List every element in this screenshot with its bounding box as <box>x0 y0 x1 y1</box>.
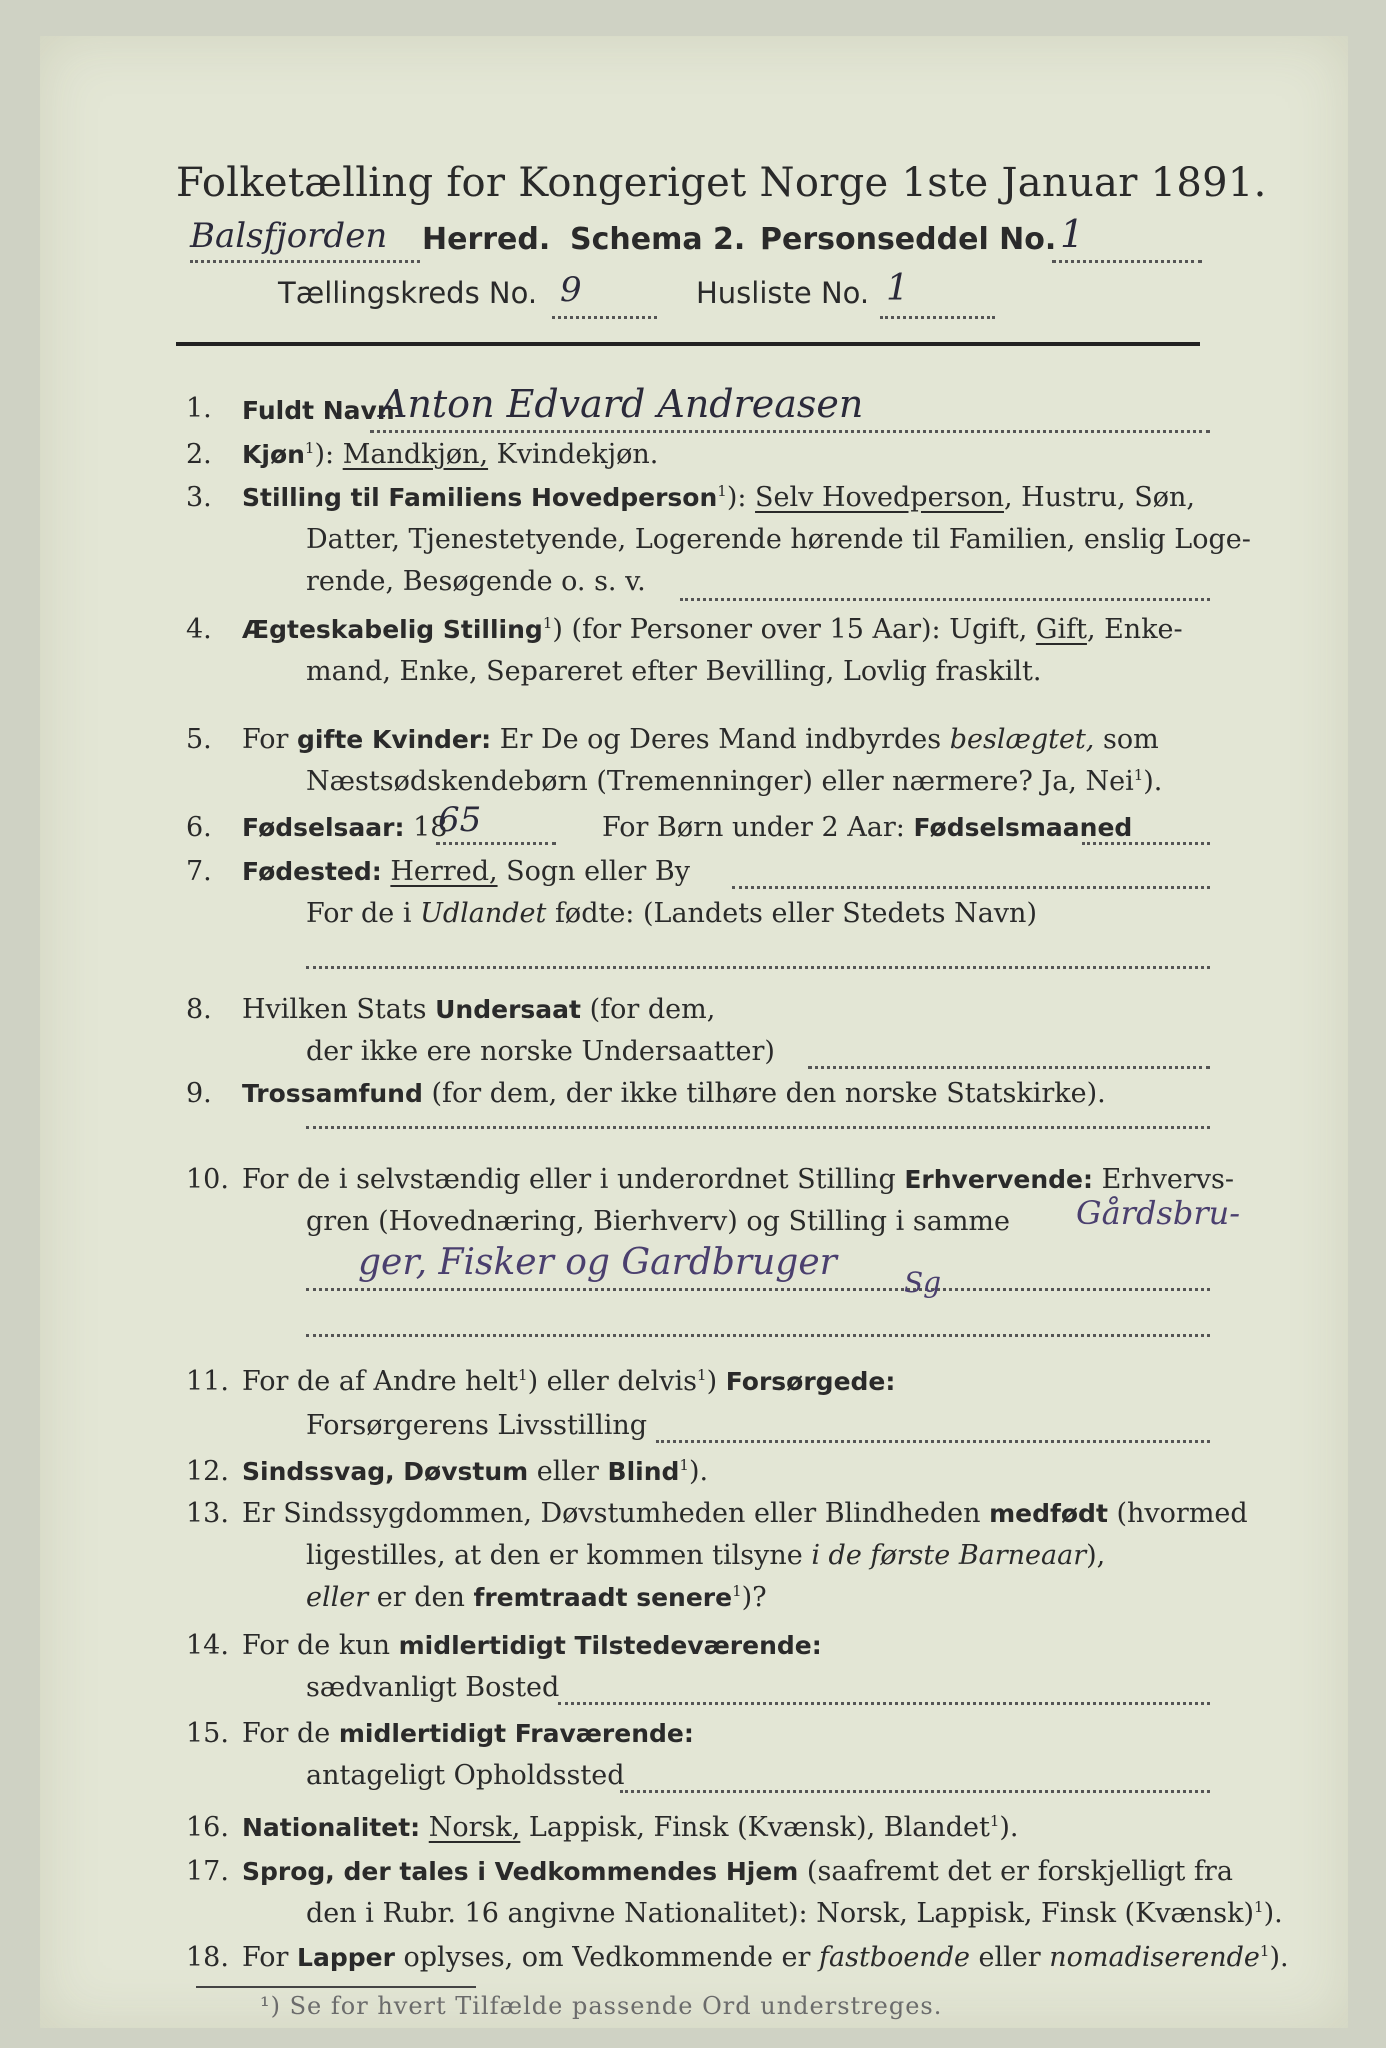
item-16-label: Nationalitet: <box>242 1813 421 1842</box>
item-17-label: Sprog, der tales i Vedkommendes Hjem <box>242 1857 799 1886</box>
item-11-sup-a: 1 <box>518 1366 528 1384</box>
item-14-line2: sædvanligt Bosted <box>306 1672 560 1703</box>
item-10-text-a: For de i selvstændig eller i underordnet Stilling <box>242 1164 905 1195</box>
item-4-line2: mand, Enke, Separeret efter Bevilling, Lovlig fraskilt. <box>306 656 1042 687</box>
item-9-num: 9. <box>186 1078 212 1109</box>
item-13-line2 <box>306 1540 1105 1571</box>
item-3-line2: Datter, Tjenestetyende, Logerende hørende til Familien, enslig Loge- <box>306 524 1251 555</box>
item-14-text-a: For de kun <box>242 1630 399 1661</box>
kreds-label: Tællingskreds No. <box>278 276 538 310</box>
item-4-line1 <box>242 614 1183 645</box>
item-18-close: ). <box>1269 1942 1289 1973</box>
item-18-text-c: eller <box>969 1942 1050 1973</box>
item-15-line1 <box>242 1718 694 1749</box>
item-16-sup: 1 <box>989 1812 1000 1830</box>
kreds-value: 9 <box>560 270 582 310</box>
item-13-line3i: eller <box>306 1582 369 1613</box>
census-form <box>40 36 1348 2028</box>
item-7-num: 7. <box>186 856 212 887</box>
item-17-line1 <box>242 1856 1233 1887</box>
item-13-text-b: (hvormed <box>1107 1498 1248 1529</box>
item-13-sup: 1 <box>732 1582 742 1600</box>
item-6-label2: Fødselsmaaned <box>913 813 1133 842</box>
item-2-text-b: Kvindekjøn. <box>488 439 659 470</box>
item-9-line1 <box>242 1078 1106 1109</box>
kreds-dots <box>552 316 657 319</box>
item-5-sup: 1 <box>1133 766 1144 784</box>
herred-value: Balsfjorden <box>190 216 388 256</box>
item-10-value3: Sg <box>904 1266 942 1299</box>
item-1-dots <box>370 430 1210 433</box>
item-11-line2: Forsørgerens Livsstilling <box>306 1410 648 1441</box>
item-9-text-b: (for dem, der ikke tilhøre den norske Statskirke). <box>422 1078 1106 1109</box>
item-7-dots-2 <box>306 966 1210 969</box>
item-5-line1 <box>242 724 1159 755</box>
item-11-dots <box>656 1440 1210 1443</box>
item-6-text-a: 18 <box>404 812 448 843</box>
item-15-num: 15. <box>186 1718 229 1749</box>
item-10-line2: gren (Hovednæring, Bierhverv) og Stilling i samme <box>306 1206 1011 1237</box>
item-11-line1: For de af Andre helt$^1$) eller delvis$^1$) Forsørgede: <box>242 1366 896 1397</box>
item-5-close: ). <box>1143 766 1163 797</box>
item-15-line2: antageligt Opholdssted <box>306 1760 625 1791</box>
item-3-line1 <box>242 482 1195 513</box>
item-4-text-a: ) (for Personer over 15 Aar): Ugift, <box>552 614 1036 645</box>
item-4-num: 4. <box>186 614 212 645</box>
item-18-num: 18. <box>186 1942 229 1973</box>
item-13-label2: fremtraadt senere <box>473 1583 733 1612</box>
item-13-line3 <box>306 1582 767 1613</box>
herred-dots <box>190 260 420 263</box>
item-10-num: 10. <box>186 1164 229 1195</box>
footnote: ¹) Se for hvert Tilfælde passende Ord understreges. <box>260 1992 943 2020</box>
item-18-line1 <box>242 1942 1289 1973</box>
item-9-label: Trossamfund <box>242 1079 423 1108</box>
item-11-num: 11. <box>186 1366 229 1397</box>
personseddel-value: 1 <box>1060 212 1085 256</box>
item-13-line1 <box>242 1498 1248 1529</box>
item-16-num: 16. <box>186 1812 229 1843</box>
item-11-text-b: ) eller delvis <box>527 1366 698 1397</box>
item-2-sup: 1 <box>304 439 315 457</box>
item-12-sup: 1 <box>679 1456 689 1474</box>
item-6-value: 65 <box>438 800 482 840</box>
item-10-dots-2 <box>306 1334 1210 1337</box>
item-17-sup: 1 <box>1254 1898 1264 1916</box>
herred-label: Herred. <box>422 222 551 257</box>
item-10-value1: Gårdsbru- <box>1076 1194 1241 1232</box>
item-17-text-b: (saafremt det er forskjelligt fra <box>798 1856 1233 1887</box>
item-6-line-b <box>602 812 1132 843</box>
item-9-dots <box>306 1126 1210 1129</box>
item-13-line2i: i de første Barneaar <box>811 1540 1087 1571</box>
personseddel-label: Personseddel No. <box>760 222 1057 257</box>
item-3-num: 3. <box>186 482 212 513</box>
item-2-selected: Mandkjøn, <box>342 439 489 470</box>
item-8-line1 <box>242 994 715 1025</box>
item-5-num: 5. <box>186 724 212 755</box>
item-3-text-b: , Hustru, Søn, <box>1003 482 1195 513</box>
item-8-line2: der ikke ere norske Undersaatter) <box>306 1036 775 1067</box>
item-4-sup: 1 <box>542 614 553 632</box>
item-11-label: Forsørgede: <box>725 1367 896 1396</box>
item-12-line1 <box>242 1456 708 1487</box>
item-11-text-a: For de af Andre helt <box>242 1366 519 1397</box>
item-8-text-b: (for dem, <box>580 994 716 1025</box>
item-13-line3a: er den <box>368 1582 474 1613</box>
form-title: Folketælling for Kongeriget Norge 1ste Januar 1891. <box>176 160 1267 206</box>
item-7-label: Fødested: <box>242 857 382 886</box>
item-5-line2-text: Næstsødskendebørn (Tremenninger) eller nærmere? Ja, Nei <box>306 766 1134 797</box>
item-3-label: Stilling til Familiens Hovedperson <box>242 483 718 512</box>
item-17-close: ). <box>1263 1898 1283 1929</box>
item-16-text-b: Lappisk, Finsk (Kvænsk), Blandet <box>520 1812 990 1843</box>
item-8-text-a: Hvilken Stats <box>242 994 436 1025</box>
item-10-dots <box>306 1288 1210 1291</box>
item-7-line1 <box>242 856 690 887</box>
item-14-dots <box>558 1702 1210 1705</box>
item-13-label: medfødt <box>989 1499 1108 1528</box>
item-8-label: Undersaat <box>435 995 581 1024</box>
item-17-line2 <box>306 1898 1283 1929</box>
item-1-value: Anton Edvard Andreasen <box>380 382 864 426</box>
item-7-selected: Herred, <box>390 856 498 887</box>
item-10-value2: ger, Fisker og Gardbruger <box>358 1242 837 1283</box>
item-12-text-b: eller <box>528 1456 608 1487</box>
item-3-line3: rende, Besøgende o. s. v. <box>306 566 646 597</box>
item-18-sup: 1 <box>1259 1942 1270 1960</box>
item-1-num: 1. <box>186 393 212 424</box>
item-4-label: Ægteskabelig Stilling <box>242 615 543 644</box>
header-rule <box>176 342 1200 346</box>
item-2-label: Kjøn <box>242 440 305 469</box>
husliste-dots <box>880 316 995 319</box>
item-18-text-a: For <box>242 1942 298 1973</box>
item-18-italic1: fastboende <box>819 1942 970 1973</box>
item-6-dots-2 <box>1082 842 1210 845</box>
item-18-label: Lapper <box>297 1943 395 1972</box>
item-2-line <box>242 439 658 470</box>
item-7-text-b: Sogn eller By <box>497 856 690 887</box>
item-14-num: 14. <box>186 1630 229 1661</box>
item-13-line2b: ), <box>1086 1540 1106 1571</box>
item-14-label: midlertidigt Tilstedeværende: <box>398 1631 822 1660</box>
item-3-selected: Selv Hovedperson <box>755 482 1004 513</box>
item-15-dots <box>620 1790 1210 1793</box>
item-17-line2-text: den i Rubr. 16 angivne Nationalitet): Norsk, Lappisk, Finsk (Kvænsk) <box>306 1898 1255 1929</box>
item-16-line1 <box>242 1812 1018 1843</box>
item-2-text-a: ): <box>314 439 343 470</box>
item-6-line <box>242 812 447 843</box>
item-6-num: 6. <box>186 812 212 843</box>
item-13-line2a: ligestilles, at den er kommen tilsyne <box>306 1540 812 1571</box>
item-5-text-b: Er De og Deres Mand indbyrdes <box>491 724 950 755</box>
item-7-dots <box>732 886 1210 889</box>
item-4-selected: Gift <box>1035 614 1087 645</box>
husliste-value: 1 <box>886 268 909 309</box>
item-11-sup-b: 1 <box>697 1366 707 1384</box>
item-14-line1 <box>242 1630 822 1661</box>
item-2-num: 2. <box>186 439 212 470</box>
item-3-dots <box>680 598 1210 601</box>
item-5-label: gifte Kvinder: <box>297 725 492 754</box>
item-3-sup: 1 <box>717 482 727 500</box>
item-10-text-b: Erhvervs- <box>1093 1164 1234 1195</box>
personseddel-dots <box>1052 260 1202 263</box>
item-13-line3b: )? <box>741 1582 767 1613</box>
item-7-line2a: For de i <box>306 898 421 929</box>
item-6-label: Fødselsaar: <box>242 813 405 842</box>
item-12-label2: Blind <box>607 1457 680 1486</box>
item-12-text-c: ). <box>688 1456 709 1487</box>
item-8-dots <box>808 1066 1210 1069</box>
item-6-dots <box>436 842 556 845</box>
item-18-text-b: oplyses, om Vedkommende er <box>394 1942 819 1973</box>
item-8-num: 8. <box>186 994 212 1025</box>
item-12-num: 12. <box>186 1456 229 1487</box>
item-18-italic2: nomadiserende <box>1049 1942 1260 1973</box>
item-13-text-a: Er Sindssygdommen, Døvstumheden eller Blindheden <box>242 1498 990 1529</box>
item-10-label: Erhvervende: <box>904 1165 1094 1194</box>
footnote-rule <box>196 1986 476 1988</box>
item-13-num: 13. <box>186 1498 229 1529</box>
item-1-label: Fuldt Navn <box>242 396 395 425</box>
husliste-label: Husliste No. <box>696 276 870 310</box>
item-15-text-a: For de <box>242 1718 339 1749</box>
item-6-text-b: For Børn under 2 Aar: <box>602 812 914 843</box>
item-4-text-b: , Enke- <box>1086 614 1183 645</box>
item-17-num: 17. <box>186 1856 229 1887</box>
item-5-text-c: som <box>1094 724 1159 755</box>
item-5-text-a: For <box>242 724 298 755</box>
item-5-line2 <box>306 766 1162 797</box>
item-7-line2b: fødte: (Landets eller Stedets Navn) <box>546 898 1037 929</box>
item-3-text-a: ): <box>726 482 756 513</box>
item-15-label: midlertidigt Fraværende: <box>338 1719 694 1748</box>
item-16-selected: Norsk, <box>428 1812 521 1843</box>
item-12-label: Sindssvag, Døvstum <box>242 1457 529 1486</box>
item-16-close: ). <box>999 1812 1019 1843</box>
item-10-line1 <box>242 1164 1234 1195</box>
item-7-line2 <box>306 898 1037 929</box>
schema-label: Schema 2. <box>570 222 746 257</box>
item-7-line2i: Udlandet <box>420 898 547 929</box>
item-5-italic: beslægtet, <box>949 724 1095 755</box>
